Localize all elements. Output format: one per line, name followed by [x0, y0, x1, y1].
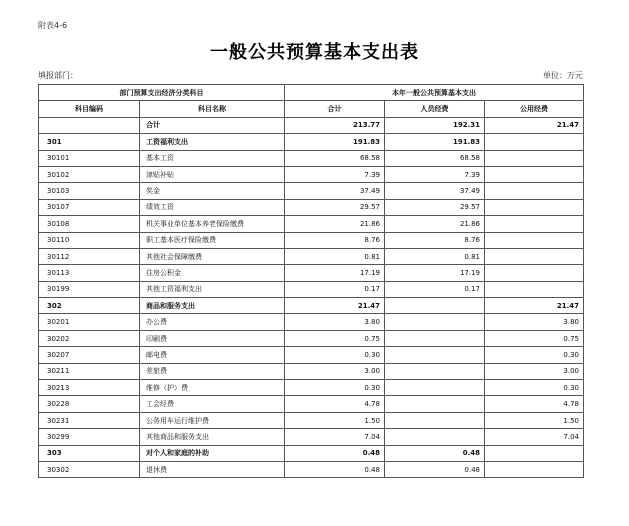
column-header-name: 科目名称 [140, 101, 285, 117]
group-header-row [39, 85, 584, 101]
cell-name: 职工基本医疗保险缴费 [140, 232, 285, 248]
cell-public: 0.75 [485, 330, 584, 346]
cell-total: 17.19 [285, 265, 385, 281]
cell-total: 7.04 [285, 429, 385, 445]
cell-total: 0.75 [285, 330, 385, 346]
cell-personnel: 17.19 [385, 265, 485, 281]
cell-code: 30201 [39, 314, 140, 330]
cell-total: 0.48 [285, 445, 385, 461]
cell-code [39, 117, 140, 133]
cell-public [485, 166, 584, 182]
cell-total: 213.77 [285, 117, 385, 133]
table-row [39, 429, 584, 445]
cell-code: 303 [39, 445, 140, 461]
cell-code: 30213 [39, 380, 140, 396]
cell-total: 3.00 [285, 363, 385, 379]
column-header-total: 合计 [285, 101, 385, 117]
cell-name: 其他商品和服务支出 [140, 429, 285, 445]
cell-code: 30302 [39, 461, 140, 477]
cell-total: 29.57 [285, 199, 385, 215]
cell-name: 维修（护）费 [140, 380, 285, 396]
cell-code: 30112 [39, 248, 140, 264]
cell-total: 21.86 [285, 216, 385, 232]
cell-personnel [385, 396, 485, 412]
cell-personnel: 0.48 [385, 461, 485, 477]
cell-public: 21.47 [485, 117, 584, 133]
cell-public [485, 150, 584, 166]
table-row [39, 248, 584, 264]
cell-personnel [385, 347, 485, 363]
cell-public [485, 134, 584, 150]
cell-personnel [385, 429, 485, 445]
cell-code: 30108 [39, 216, 140, 232]
cell-name: 差旅费 [140, 363, 285, 379]
cell-public: 7.04 [485, 429, 584, 445]
table-row [39, 216, 584, 232]
cell-code: 30299 [39, 429, 140, 445]
cell-name: 退休费 [140, 461, 285, 477]
cell-code: 30102 [39, 166, 140, 182]
cell-public [485, 183, 584, 199]
cell-total: 1.50 [285, 412, 385, 428]
cell-total: 0.30 [285, 380, 385, 396]
cell-code: 30107 [39, 199, 140, 215]
table-row [39, 117, 584, 133]
cell-personnel [385, 380, 485, 396]
filler-department-label: 填报部门： [38, 71, 78, 80]
cell-personnel: 21.86 [385, 216, 485, 232]
cell-personnel [385, 314, 485, 330]
cell-code: 30101 [39, 150, 140, 166]
table-row [39, 461, 584, 477]
table-row [39, 281, 584, 297]
cell-total: 21.47 [285, 298, 385, 314]
cell-personnel: 191.83 [385, 134, 485, 150]
cell-total: 191.83 [285, 134, 385, 150]
cell-personnel: 192.31 [385, 117, 485, 133]
table-row [39, 232, 584, 248]
cell-personnel: 0.17 [385, 281, 485, 297]
unit-label: 单位：万元 [543, 71, 583, 80]
cell-personnel: 7.39 [385, 166, 485, 182]
cell-total: 8.76 [285, 232, 385, 248]
cell-name: 印刷费 [140, 330, 285, 346]
cell-name: 其他社会保障缴费 [140, 248, 285, 264]
table-row [39, 265, 584, 281]
table-row [39, 134, 584, 150]
subject-group-header: 部门预算支出经济分类科目 [39, 85, 285, 101]
cell-public: 0.30 [485, 347, 584, 363]
cell-code: 302 [39, 298, 140, 314]
cell-total: 68.58 [285, 150, 385, 166]
table-row [39, 412, 584, 428]
table-row [39, 330, 584, 346]
cell-public [485, 461, 584, 477]
cell-public: 4.78 [485, 396, 584, 412]
cell-name: 对个人和家庭的补助 [140, 445, 285, 461]
table-body [39, 117, 584, 478]
cell-name: 绩效工资 [140, 199, 285, 215]
page-title: 一般公共预算基本支出表 [210, 42, 419, 63]
cell-code: 30110 [39, 232, 140, 248]
table-row [39, 380, 584, 396]
column-header-personnel: 人员经费 [385, 101, 485, 117]
cell-personnel: 8.76 [385, 232, 485, 248]
cell-code: 30231 [39, 412, 140, 428]
cell-name: 工会经费 [140, 396, 285, 412]
cell-total: 4.78 [285, 396, 385, 412]
column-header-row [39, 101, 584, 117]
cell-personnel: 37.49 [385, 183, 485, 199]
budget-group-header: 本年一般公共预算基本支出 [285, 85, 584, 101]
cell-total: 0.17 [285, 281, 385, 297]
column-header-code: 科目编码 [39, 101, 140, 117]
attachment-label: 附表4-6 [38, 21, 68, 30]
cell-public [485, 265, 584, 281]
cell-total: 3.80 [285, 314, 385, 330]
table-row [39, 150, 584, 166]
table-row [39, 396, 584, 412]
cell-name: 其他工资福利支出 [140, 281, 285, 297]
cell-code: 30202 [39, 330, 140, 346]
cell-total: 0.81 [285, 248, 385, 264]
table-row [39, 314, 584, 330]
cell-name: 津贴补贴 [140, 166, 285, 182]
cell-personnel [385, 330, 485, 346]
cell-total: 0.48 [285, 461, 385, 477]
cell-total: 37.49 [285, 183, 385, 199]
cell-personnel: 68.58 [385, 150, 485, 166]
table-row [39, 199, 584, 215]
cell-public [485, 216, 584, 232]
column-header-public: 公用经费 [485, 101, 584, 117]
cell-name: 商品和服务支出 [140, 298, 285, 314]
cell-public [485, 199, 584, 215]
cell-public: 3.80 [485, 314, 584, 330]
cell-personnel [385, 412, 485, 428]
cell-public [485, 248, 584, 264]
cell-name: 办公费 [140, 314, 285, 330]
cell-code: 301 [39, 134, 140, 150]
budget-table [38, 84, 584, 478]
cell-code: 30228 [39, 396, 140, 412]
cell-personnel: 0.81 [385, 248, 485, 264]
cell-public: 3.00 [485, 363, 584, 379]
cell-public: 0.30 [485, 380, 584, 396]
table-row [39, 183, 584, 199]
cell-name: 工资福利支出 [140, 134, 285, 150]
cell-personnel: 0.48 [385, 445, 485, 461]
table-row [39, 347, 584, 363]
cell-name: 邮电费 [140, 347, 285, 363]
cell-name: 机关事业单位基本养老保险缴费 [140, 216, 285, 232]
cell-total: 7.39 [285, 166, 385, 182]
cell-code: 30199 [39, 281, 140, 297]
cell-public [485, 281, 584, 297]
cell-public [485, 445, 584, 461]
cell-personnel [385, 298, 485, 314]
cell-code: 30211 [39, 363, 140, 379]
table-row [39, 445, 584, 461]
cell-public [485, 232, 584, 248]
table-row [39, 298, 584, 314]
cell-name: 奖金 [140, 183, 285, 199]
cell-code: 30113 [39, 265, 140, 281]
cell-name: 合计 [140, 117, 285, 133]
cell-total: 0.30 [285, 347, 385, 363]
cell-code: 30207 [39, 347, 140, 363]
cell-name: 住房公积金 [140, 265, 285, 281]
cell-code: 30103 [39, 183, 140, 199]
cell-public: 1.50 [485, 412, 584, 428]
table-row [39, 166, 584, 182]
table-row [39, 363, 584, 379]
cell-personnel [385, 363, 485, 379]
cell-name: 公务用车运行维护费 [140, 412, 285, 428]
cell-personnel: 29.57 [385, 199, 485, 215]
cell-name: 基本工资 [140, 150, 285, 166]
cell-public: 21.47 [485, 298, 584, 314]
